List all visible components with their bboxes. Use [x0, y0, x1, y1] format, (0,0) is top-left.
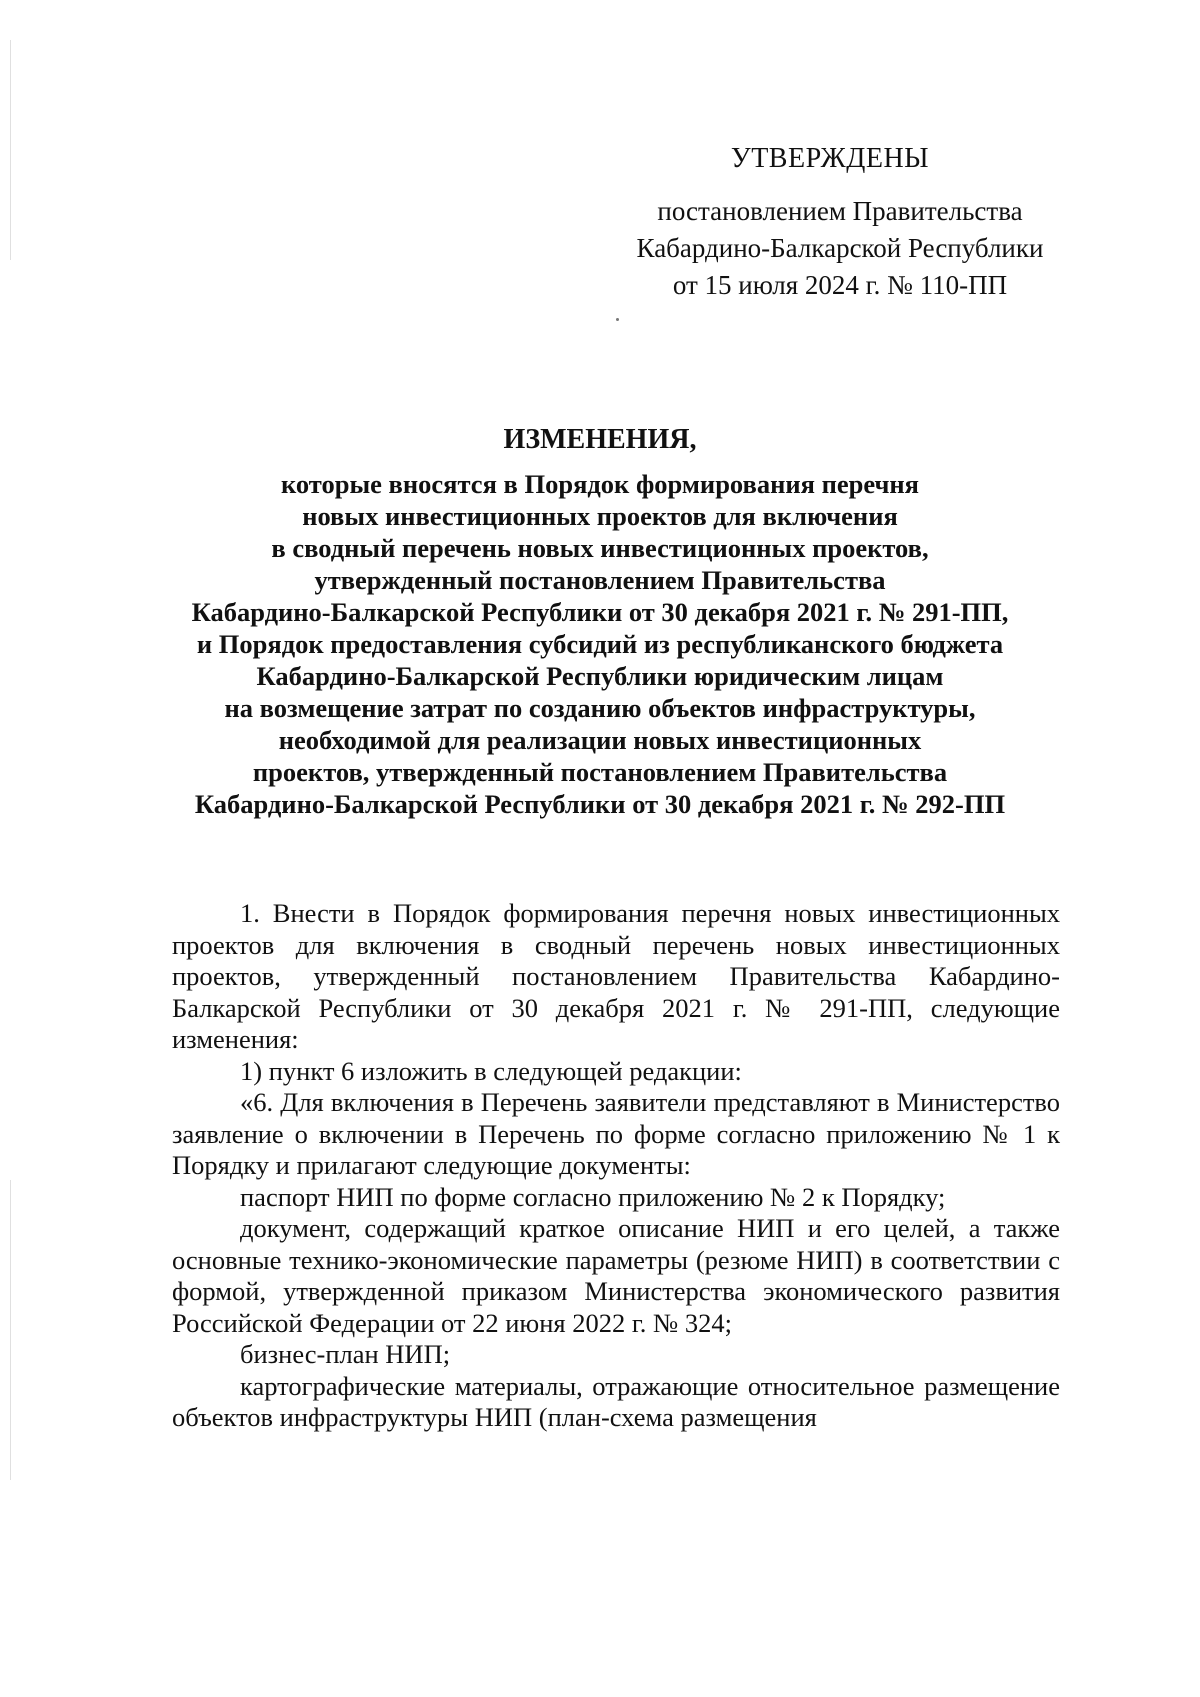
heading-line: в сводный перечень новых инвестиционных проектов, [271, 533, 929, 563]
approval-date-number: от 15 июля 2024 г. № 110-ПП [672, 270, 1008, 300]
heading-line: и Порядок предоставления субсидий из республиканского бюджета [196, 629, 1004, 659]
document-title: ИЗМЕНЕНИЯ, [503, 424, 697, 455]
body-paragraph: «6. Для включения в Перечень заявители представляют в Министерство заявление о включении в Перечень по форме согласно приложению № 1 к Порядку и прилагают следующие документы: [172, 1087, 1060, 1180]
body-paragraph: 1) пункт 6 изложить в следующей редакции: [240, 1055, 742, 1086]
heading-line: необходимой для реализации новых инвестиционных [278, 725, 922, 755]
body-paragraph: 1. Внести в Порядок формирования перечня новых инвестиционных проектов для включения в сводный перечень новых инвестиционных проектов, утвержденный постановлением Правительства Кабардино-Балкарской Республики от 30 декабря 2021 г. № 291-ПП, следующие изменения: [172, 898, 1060, 1054]
approval-line: постановлением Правительства [657, 196, 1023, 226]
heading-line: которые вносятся в Порядок формирования перечня [280, 469, 920, 499]
heading-line: Кабардино-Балкарской Республики юридическим лицам [256, 661, 944, 691]
document-heading [140, 424, 1060, 820]
body-paragraph: картографические материалы, отражающие относительное размещение объектов инфраструктуры НИП (план-схема размещения [172, 1370, 1060, 1432]
heading-line: Кабардино-Балкарской Республики от 30 декабря 2021 г. № 291-ПП, [191, 597, 1009, 627]
heading-line: проектов, утвержденный постановлением Правительства [252, 757, 948, 787]
heading-line: Кабардино-Балкарской Республики от 30 декабря 2021 г. № 292-ПП [194, 789, 1006, 819]
heading-line: на возмещение затрат по созданию объектов инфраструктуры, [224, 693, 976, 723]
body-paragraph: паспорт НИП по форме согласно приложению № 2 к Порядку; [240, 1181, 946, 1212]
approval-title: УТВЕРЖДЕНЫ [730, 143, 930, 174]
document-body [172, 898, 1060, 1434]
body-paragraph: бизнес-план НИП; [240, 1339, 451, 1369]
heading-line: новых инвестиционных проектов для включения [302, 501, 898, 531]
scan-artifact-line [10, 40, 11, 260]
approval-block [620, 140, 1060, 304]
body-paragraph: документ, содержащий краткое описание НИП и его целей, а также основные технико-экономические параметры (резюме НИП) в соответствии с формой, утвержденной приказом Министерства экономического развития Российской Федерации от 22 июня 2022 г. № 324; [172, 1213, 1060, 1338]
approval-line: Кабардино-Балкарской Республики [636, 233, 1044, 263]
heading-line: утвержденный постановлением Правительства [314, 565, 886, 595]
scan-dot [616, 318, 619, 321]
scan-artifact-line [10, 1180, 11, 1480]
